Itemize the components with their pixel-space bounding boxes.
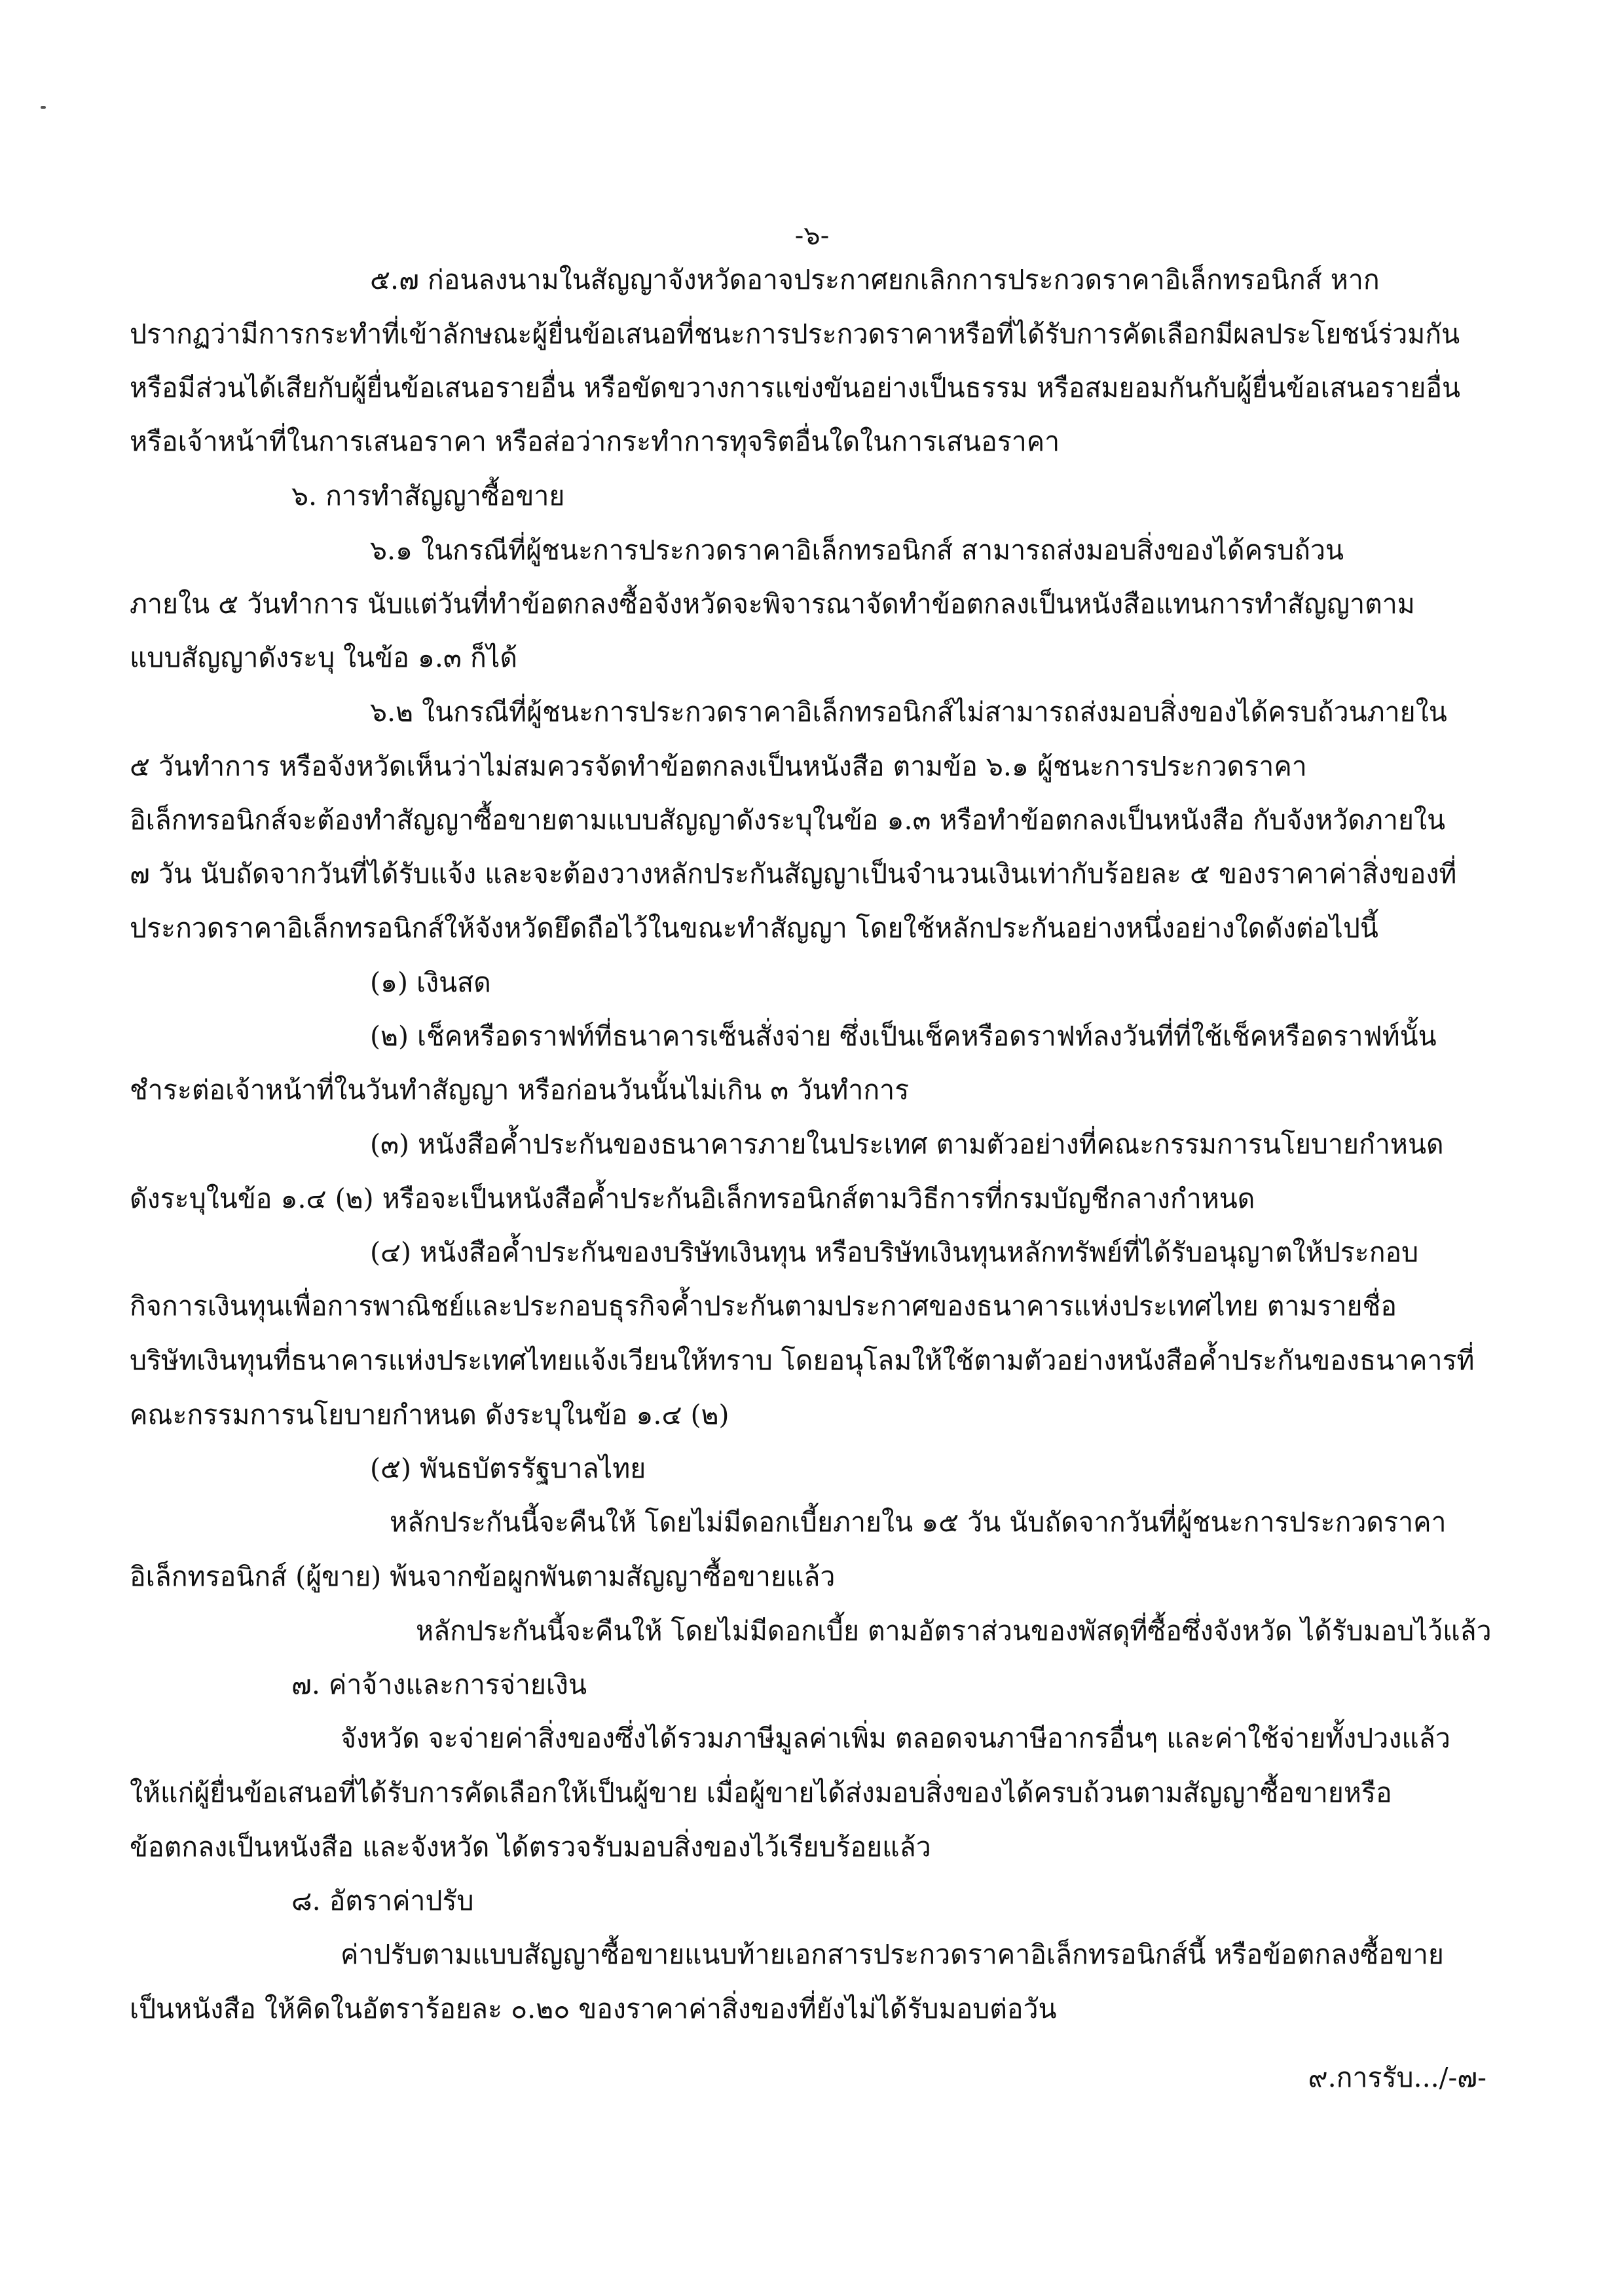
list-item: (๒) เช็คหรือดราฟท์ที่ธนาคารเซ็นสั่งจ่าย ซึ่งเป็นเช็คหรือดราฟท์ลงวันที่ที่ใช้เช็คหรือดราฟท์นั้น [370, 1020, 1437, 1052]
body-line: ๕ วันทำการ หรือจังหวัดเห็นว่าไม่สมควรจัดทำข้อตกลงเป็นหนังสือ ตามข้อ ๖.๑ ผู้ชนะการประกวดราคา [130, 751, 1307, 782]
body-line: หรือมีส่วนได้เสียกับผู้ยื่นข้อเสนอรายอื่น หรือขัดขวางการแข่งขันอย่างเป็นธรรม หรือสมยอมกันกับผู้ยื่นข้อเสนอรายอื่น [130, 372, 1461, 403]
page-number: -๖- [794, 221, 830, 251]
body-line: หลักประกันนี้จะคืนให้ โดยไม่มีดอกเบี้ยภายใน ๑๕ วัน นับถัดจากวันที่ผู้ชนะการประกวดราคา [390, 1506, 1447, 1538]
body-line: ปรากฏว่ามีการกระทำที่เข้าลักษณะผู้ยื่นข้อเสนอที่ชนะการประกวดราคาหรือที่ได้รับการคัดเลือกมีผลประโยชน์ร่วมกัน [130, 318, 1460, 350]
body-line: ภายใน ๕ วันทำการ นับแต่วันที่ทำข้อตกลงซื้อจังหวัดจะพิจารณาจัดทำข้อตกลงเป็นหนังสือแทนการทำสัญญาตาม [130, 588, 1415, 620]
list-item: (๓) หนังสือค้ำประกันของธนาคารภายในประเทศ ตามตัวอย่างที่คณะกรรมการนโยบายกำหนด [370, 1129, 1444, 1160]
scan-speck [41, 106, 46, 109]
body-line: หรือเจ้าหน้าที่ในการเสนอราคา หรือส่อว่ากระทำการทุจริตอื่นใดในการเสนอราคา [130, 426, 1060, 457]
body-line: ชำระต่อเจ้าหน้าที่ในวันทำสัญญา หรือก่อนวันนั้นไม่เกิน ๓ วันทำการ [130, 1074, 910, 1106]
list-item: (๑) เงินสด [370, 967, 491, 998]
body-line: ๕.๗ ก่อนลงนามในสัญญาจังหวัดอาจประกาศยกเลิกการประกวดราคาอิเล็กทรอนิกส์ หาก [370, 264, 1380, 295]
body-line: ๗ วัน นับถัดจากวันที่ได้รับแจ้ง และจะต้องวางหลักประกันสัญญาเป็นจำนวนเงินเท่ากับร้อยละ ๕ ของราคาค่าสิ่งของที่ [130, 858, 1457, 889]
body-line: ๖.๑ ในกรณีที่ผู้ชนะการประกวดราคาอิเล็กทรอนิกส์ สามารถส่งมอบสิ่งของได้ครบถ้วน [370, 534, 1344, 566]
body-line: ๖.๒ ในกรณีที่ผู้ชนะการประกวดราคาอิเล็กทรอนิกส์ไม่สามารถส่งมอบสิ่งของได้ครบถ้วนภายใน [370, 696, 1447, 728]
section-heading: ๖. การทำสัญญาซื้อขาย [291, 480, 565, 512]
body-line: คณะกรรมการนโยบายกำหนด ดังระบุในข้อ ๑.๔ (๒) [130, 1399, 729, 1430]
body-line: ค่าปรับตามแบบสัญญาซื้อขายแนบท้ายเอกสารประกวดราคาอิเล็กทรอนิกส์นี้ หรือข้อตกลงซื้อขาย [341, 1939, 1444, 1970]
body-line: ให้แก่ผู้ยื่นข้อเสนอที่ได้รับการคัดเลือกให้เป็นผู้ขาย เมื่อผู้ขายได้ส่งมอบสิ่งของได้ครบถ้วนตามสัญญาซื้อขายหรือ [130, 1777, 1392, 1808]
body-line: จังหวัด จะจ่ายค่าสิ่งของซึ่งได้รวมภาษีมูลค่าเพิ่ม ตลอดจนภาษีอากรอื่นๆ และค่าใช้จ่ายทั้งปวงแล้ว [341, 1723, 1450, 1754]
body-line: บริษัทเงินทุนที่ธนาคารแห่งประเทศไทยแจ้งเวียนให้ทราบ โดยอนุโลมให้ใช้ตามตัวอย่างหนังสือค้ำประกันของธนาคารที่ [130, 1345, 1475, 1376]
next-page-reference: ๙.การรับ.../-๗- [1308, 2062, 1486, 2093]
section-heading: ๘. อัตราค่าปรับ [291, 1885, 474, 1916]
body-line: ประกวดราคาอิเล็กทรอนิกส์ให้จังหวัดยึดถือไว้ในขณะทำสัญญา โดยใช้หลักประกันอย่างหนึ่งอย่างใดดังต่อไปนี้ [130, 912, 1378, 944]
body-line: แบบสัญญาดังระบุ ในข้อ ๑.๓ ก็ได้ [130, 642, 518, 673]
body-line: เป็นหนังสือ ให้คิดในอัตราร้อยละ ๐.๒๐ ของราคาค่าสิ่งของที่ยังไม่ได้รับมอบต่อวัน [130, 1993, 1057, 2024]
body-line: ข้อตกลงเป็นหนังสือ และจังหวัด ได้ตรวจรับมอบสิ่งของไว้เรียบร้อยแล้ว [130, 1831, 931, 1863]
body-line: ดังระบุในข้อ ๑.๔ (๒) หรือจะเป็นหนังสือค้ำประกันอิเล็กทรอนิกส์ตามวิธีการที่กรมบัญชีกลางกำหนด [130, 1183, 1255, 1214]
list-item: (๔) หนังสือค้ำประกันของบริษัทเงินทุน หรือบริษัทเงินทุนหลักทรัพย์ที่ได้รับอนุญาตให้ประกอบ [370, 1237, 1419, 1268]
body-line: อิเล็กทรอนิกส์ (ผู้ขาย) พ้นจากข้อผูกพันตามสัญญาซื้อขายแล้ว [130, 1561, 836, 1592]
section-heading: ๗. ค่าจ้างและการจ่ายเงิน [291, 1669, 587, 1700]
body-line: กิจการเงินทุนเพื่อการพาณิชย์และประกอบธุรกิจค้ำประกันตามประกาศของธนาคารแห่งประเทศไทย ตามรายชื่อ [130, 1290, 1397, 1322]
body-line: อิเล็กทรอนิกส์จะต้องทำสัญญาซื้อขายตามแบบสัญญาดังระบุในข้อ ๑.๓ หรือทำข้อตกลงเป็นหนังสือ กับจังหวัดภายใน [130, 804, 1446, 836]
list-item: (๕) พันธบัตรรัฐบาลไทย [370, 1453, 646, 1484]
body-line: หลักประกันนี้จะคืนให้ โดยไม่มีดอกเบี้ย ตามอัตราส่วนของพัสดุที่ซื้อซึ่งจังหวัด ได้รับมอบไว้แล้ว [416, 1615, 1492, 1647]
